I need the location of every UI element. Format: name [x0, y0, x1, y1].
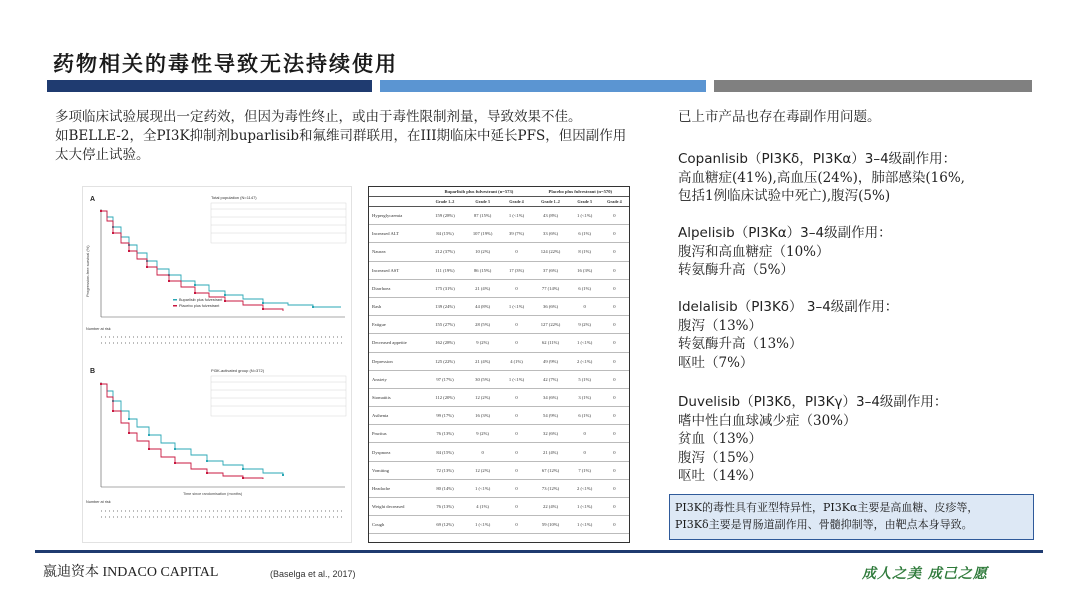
footer-divider — [35, 550, 1043, 553]
table-cell: 0 — [501, 498, 531, 516]
table-cell: 84 (15%) — [426, 225, 464, 243]
table-cell: 30 (5%) — [464, 370, 502, 388]
drug-heading: Alpelisib（PI3Kα）3–4级副作用： — [678, 225, 892, 241]
panel-b-header: PI3K-activated group (N=372) — [211, 368, 265, 373]
table-group-header-placebo: Placebo plus fulvestrant (n=570) — [532, 187, 629, 197]
table-cell: 42 (7%) — [532, 370, 570, 388]
table-cell: 0 — [600, 479, 629, 497]
panel-b-label: B — [90, 368, 96, 375]
table-cell: 0 — [501, 425, 531, 443]
table-row-label: Headache — [369, 479, 426, 497]
table-cell: 1 (<1%) — [501, 370, 531, 388]
table-cell: 0 — [464, 443, 502, 461]
table-cell: 3 (1%) — [569, 388, 599, 406]
table-cell: 12 (2%) — [464, 461, 502, 479]
table-cell: 0 — [501, 243, 531, 261]
table-cell: 6 (1%) — [569, 225, 599, 243]
panel-a-at-risk-label: Number at risk — [86, 327, 111, 331]
panel-b-at-risk-label: Number at risk — [86, 500, 111, 504]
table-cell: 0 — [600, 207, 629, 225]
drug-block-duvelisib — [678, 393, 1038, 486]
table-row-label: Cough — [369, 516, 426, 534]
drug-effect-line: 贫血（13%） — [678, 431, 763, 447]
table-cell: 1 (<1%) — [464, 479, 502, 497]
table-row-label: Decreased appetite — [369, 334, 426, 352]
drug-block-copanlisib — [678, 150, 1038, 206]
table-row — [369, 425, 629, 443]
footer-brand: 嬴迪资本 INDACO CAPITAL — [43, 565, 219, 580]
table-cell: 87 (15%) — [464, 207, 502, 225]
drug-effect-line: 转氨酶升高（5%） — [678, 262, 794, 278]
note-line-1: PI3K的毒性具有亚型特异性，PI3Kα主要是高血糖、皮疹等， — [675, 501, 979, 514]
table-row — [369, 334, 629, 352]
table-cell: 0 — [501, 407, 531, 425]
header-bar-navy — [47, 80, 372, 92]
table-cell: 5 (1%) — [569, 370, 599, 388]
table-cell: 76 (13%) — [426, 425, 464, 443]
legend-swatch-buparlisib — [173, 299, 177, 301]
drug-effect-line: 呕吐（14%） — [678, 468, 763, 484]
table-cell: 12 (2%) — [464, 388, 502, 406]
table-cell: 0 — [501, 443, 531, 461]
drug-effect-line: 高血糖症(41%),高血压(24%)，肺部感染(16%, — [678, 169, 965, 186]
table-cell: 1 (<1%) — [569, 334, 599, 352]
table-group-header-buparlisib: Buparlisib plus fulvestrant (n=573) — [426, 187, 531, 197]
table-cell: 0 — [600, 388, 629, 406]
panel-a-header: Total population (N=1147) — [211, 195, 257, 200]
table-subheader: Grade 1–2 — [532, 197, 570, 207]
left-summary — [55, 108, 635, 165]
header-bar-blue — [380, 80, 706, 92]
table-cell: 36 (6%) — [532, 297, 570, 315]
drug-block-alpelisib — [678, 224, 1038, 280]
table-cell: 1 (<1%) — [569, 516, 599, 534]
footer-slogan: 成人之美 成己之愿 — [862, 566, 988, 582]
footer-citation: (Baselga et al., 2017) — [270, 569, 356, 579]
table-cell: 39 (7%) — [501, 225, 531, 243]
panel-a-label: A — [90, 196, 96, 203]
table-cell: 0 — [501, 516, 531, 534]
header-bar-gray — [714, 80, 1032, 92]
table-cell: 59 (10%) — [532, 516, 570, 534]
table-cell: 0 — [600, 498, 629, 516]
table-cell: 0 — [600, 225, 629, 243]
table-cell: 22 (4%) — [532, 498, 570, 516]
table-cell: 0 — [501, 461, 531, 479]
table-cell: 8 (1%) — [569, 243, 599, 261]
table-cell: 0 — [600, 516, 629, 534]
table-cell: 17 (3%) — [501, 261, 531, 279]
table-cell: 1 (<1%) — [569, 498, 599, 516]
table-cell: 0 — [600, 316, 629, 334]
table-row — [369, 407, 629, 425]
table-cell: 21 (4%) — [464, 279, 502, 297]
table-row — [369, 388, 629, 406]
drug-effect-line: 呕吐（7%） — [678, 354, 754, 371]
drug-heading: Duvelisib（PI3Kδ，PI3Kγ）3–4级副作用： — [678, 394, 948, 410]
table-cell: 175 (31%) — [426, 279, 464, 297]
table-cell: 162 (28%) — [426, 334, 464, 352]
table-row-label: Increased AST — [369, 261, 426, 279]
table-cell: 43 (8%) — [532, 207, 570, 225]
table-cell: 0 — [600, 407, 629, 425]
drug-block-idelalisib — [678, 298, 1038, 372]
table-cell: 124 (22%) — [532, 243, 570, 261]
table-cell: 9 (2%) — [464, 425, 502, 443]
drug-effect-line: 腹泻（13%） — [678, 317, 763, 334]
table-cell: 80 (14%) — [426, 479, 464, 497]
table-cell: 86 (15%) — [464, 261, 502, 279]
table-cell: 34 (6%) — [532, 388, 570, 406]
table-row-label: Hyperglycaemia — [369, 207, 426, 225]
table-cell: 49 (9%) — [532, 352, 570, 370]
table-cell: 0 — [600, 243, 629, 261]
table-cell: 0 — [600, 297, 629, 315]
table-row — [369, 316, 629, 334]
table-cell: 84 (15%) — [426, 443, 464, 461]
right-intro: 已上市产品也存在毒副作用问题。 — [678, 109, 881, 125]
panel-a-ylabel: Progression-free survival (%) — [85, 245, 90, 297]
table-cell: 0 — [600, 279, 629, 297]
table-cell: 9 (2%) — [464, 334, 502, 352]
table-subheader: Grade 3 — [464, 197, 502, 207]
table-row-label: Fatigue — [369, 316, 426, 334]
table-cell: 32 (6%) — [532, 425, 570, 443]
table-cell: 0 — [600, 443, 629, 461]
table-cell: 0 — [501, 334, 531, 352]
table-cell: 16 (3%) — [569, 261, 599, 279]
table-row-label: Diarrhoea — [369, 279, 426, 297]
table-subheader: Grade 4 — [600, 197, 629, 207]
table-row — [369, 225, 629, 243]
table-cell: 0 — [501, 479, 531, 497]
drug-effect-line: 腹泻和高血糖症（10%） — [678, 243, 830, 260]
table-cell: 139 (24%) — [426, 297, 464, 315]
drug-effect-line: 腹泻（15%） — [678, 449, 763, 466]
table-row-label: Nausea — [369, 243, 426, 261]
table-row — [369, 297, 629, 315]
table-row — [369, 443, 629, 461]
table-cell: 72 (13%) — [426, 461, 464, 479]
table-row — [369, 516, 629, 534]
drug-heading: Copanlisib（PI3Kδ，PI3Kα）3–4级副作用： — [678, 151, 957, 167]
table-cell: 97 (17%) — [426, 370, 464, 388]
table-cell: 155 (27%) — [426, 316, 464, 334]
table-row-label: Depression — [369, 352, 426, 370]
table-row — [369, 279, 629, 297]
note-line-2: PI3Kδ主要是胃肠道副作用、骨髓抑制等，由靶点本身导致。 — [675, 518, 973, 531]
table-cell: 9 (2%) — [569, 316, 599, 334]
table-cell: 0 — [600, 261, 629, 279]
table-cell: 6 (1%) — [569, 279, 599, 297]
table-row-label: Weight decreased — [369, 498, 426, 516]
table-cell: 0 — [600, 352, 629, 370]
table-cell: 62 (11%) — [532, 334, 570, 352]
table-cell: 7 (1%) — [569, 461, 599, 479]
table-cell: 0 — [569, 297, 599, 315]
table-cell: 0 — [501, 279, 531, 297]
table-row-label: Stomatitis — [369, 388, 426, 406]
summary-paragraph-1: 多项临床试验展现出一定药效，但因为毒性终止，或由于毒性限制剂量，导致效果不佳。 — [55, 109, 582, 125]
table-row — [369, 370, 629, 388]
table-row — [369, 352, 629, 370]
table-cell: 76 (13%) — [426, 498, 464, 516]
table-cell: 44 (8%) — [464, 297, 502, 315]
table-row — [369, 461, 629, 479]
table-cell: 1 (<1%) — [464, 516, 502, 534]
table-cell: 111 (19%) — [426, 261, 464, 279]
table-cell: 0 — [600, 461, 629, 479]
table-cell: 33 (6%) — [532, 225, 570, 243]
table-cell: 54 (9%) — [532, 407, 570, 425]
table-cell: 21 (4%) — [464, 352, 502, 370]
summary-note-box — [669, 494, 1034, 540]
table-cell: 77 (14%) — [532, 279, 570, 297]
table-cell: 1 (<1%) — [501, 297, 531, 315]
table-cell: 0 — [600, 370, 629, 388]
table-subheader: Grade 3 — [569, 197, 599, 207]
table-cell: 159 (28%) — [426, 207, 464, 225]
table-cell: 28 (5%) — [464, 316, 502, 334]
table-cell: 4 (1%) — [501, 352, 531, 370]
table-cell: 69 (12%) — [426, 516, 464, 534]
table-cell: 2 (<1%) — [569, 479, 599, 497]
table-row — [369, 498, 629, 516]
panel-b-buparlisib-curve — [100, 383, 284, 476]
page-title: 药物相关的毒性导致无法持续使用 — [53, 51, 398, 76]
table-row-label: Pruritus — [369, 425, 426, 443]
summary-paragraph-2: 如BELLE-2，全PI3K抑制剂buparlisib和氟维司群联用，在III期临床中延长PFS，但因副作用太大停止试验。 — [55, 128, 627, 163]
table-subheader: Grade 4 — [501, 197, 531, 207]
table-cell: 16 (3%) — [464, 407, 502, 425]
panel-b-xlabel: Time since randomisation (months) — [183, 492, 243, 496]
km-figure — [82, 186, 352, 543]
table-cell: 37 (6%) — [532, 261, 570, 279]
table-row-label: Anxiety — [369, 370, 426, 388]
table-cell: 99 (17%) — [426, 407, 464, 425]
drug-heading: Idelalisib（PI3Kδ） 3–4级副作用： — [678, 299, 899, 315]
drug-effect-line: 转氨酶升高（13%） — [678, 336, 803, 352]
table-cell: 0 — [501, 316, 531, 334]
table-cell: 1 (<1%) — [501, 207, 531, 225]
table-cell: 4 (1%) — [464, 498, 502, 516]
table-row — [369, 207, 629, 225]
table-cell: 67 (12%) — [532, 461, 570, 479]
panel-a-buparlisib-curve — [100, 210, 341, 308]
table-cell: 6 (1%) — [569, 407, 599, 425]
table-row — [369, 479, 629, 497]
table-row — [369, 243, 629, 261]
table-cell: 73 (12%) — [532, 479, 570, 497]
table-cell: 2 (<1%) — [569, 352, 599, 370]
drug-effect-line: 嗜中性白血球减少症（30%） — [678, 412, 857, 429]
table-cell: 1 (<1%) — [569, 207, 599, 225]
table-row — [369, 261, 629, 279]
table-cell: 0 — [569, 443, 599, 461]
drug-effect-line: 包括1例临床试验中死亡),腹泻(5%) — [678, 188, 891, 204]
table-row-label: Dyspnoea — [369, 443, 426, 461]
legend-swatch-placebo — [173, 305, 177, 307]
table-cell: 212 (37%) — [426, 243, 464, 261]
table-cell: 21 (4%) — [532, 443, 570, 461]
adverse-events-table — [368, 186, 630, 543]
table-cell: 0 — [569, 425, 599, 443]
table-cell: 127 (22%) — [532, 316, 570, 334]
table-cell: 0 — [600, 425, 629, 443]
km-figure-svg — [83, 187, 353, 544]
table-row-label: Rash — [369, 297, 426, 315]
table-row-label: Increased ALT — [369, 225, 426, 243]
legend-placebo: Placebo plus fulvestrant — [179, 304, 220, 308]
legend-buparlisib: Buparlisib plus fulvestrant — [179, 298, 223, 302]
table-row-label: Vomiting — [369, 461, 426, 479]
table-cell: 0 — [600, 334, 629, 352]
table-cell: 0 — [501, 388, 531, 406]
table-cell: 125 (22%) — [426, 352, 464, 370]
table-cell: 112 (20%) — [426, 388, 464, 406]
table-row-label: Asthenia — [369, 407, 426, 425]
table-subheader: Grade 1–2 — [426, 197, 464, 207]
table-cell: 10 (2%) — [464, 243, 502, 261]
table-cell: 107 (19%) — [464, 225, 502, 243]
